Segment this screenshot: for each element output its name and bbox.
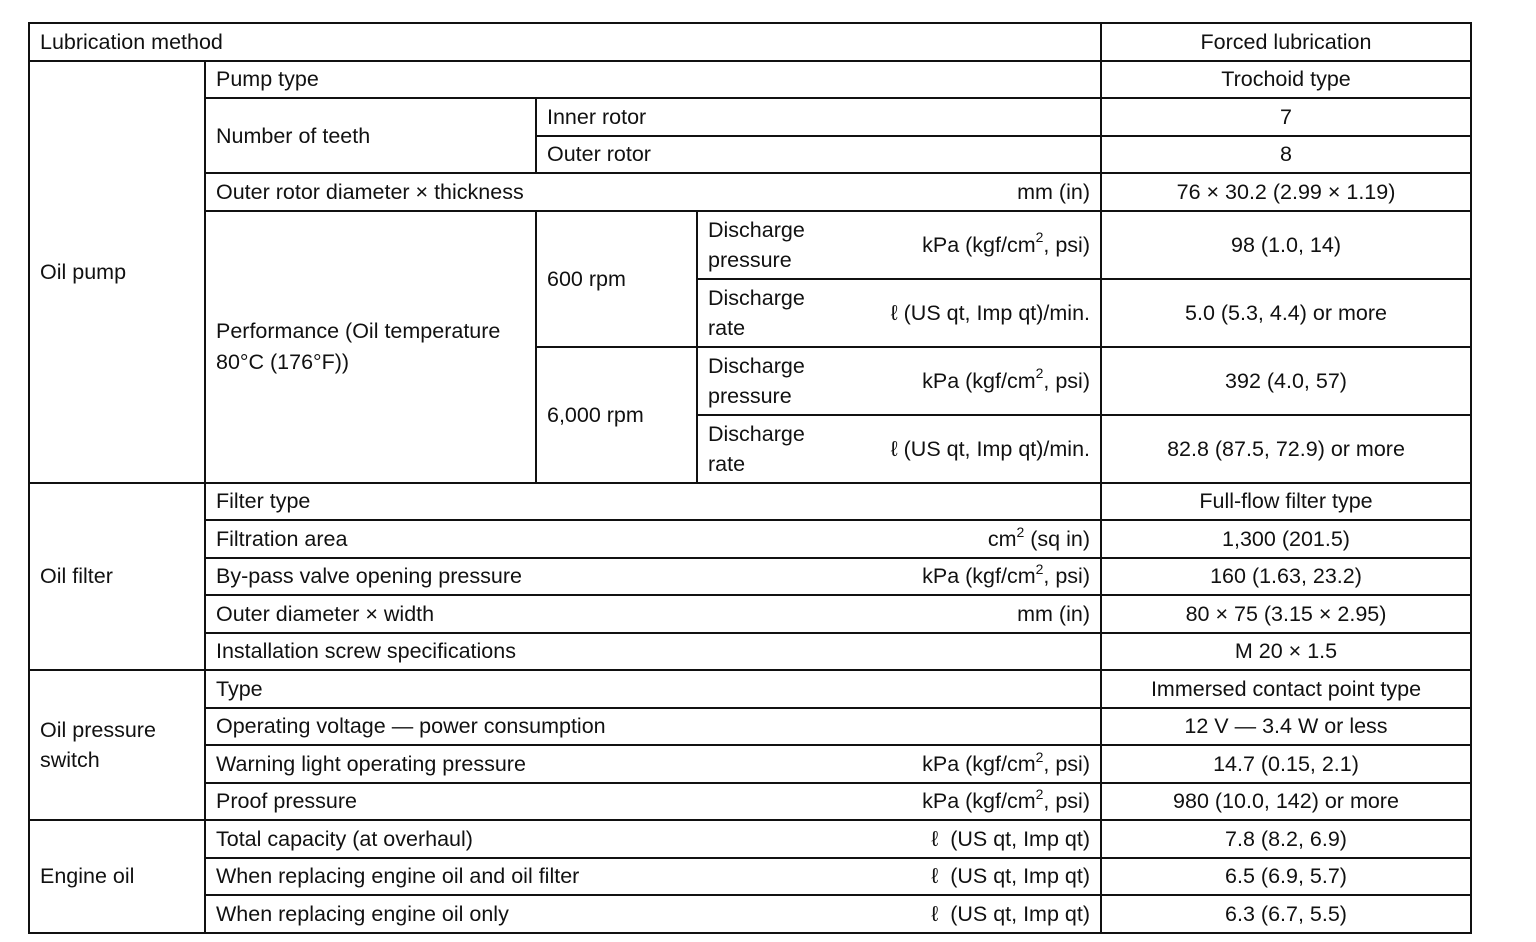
rpm-6000-label: 6,000 rpm bbox=[536, 347, 697, 483]
filter-type-value: Full-flow filter type bbox=[1101, 483, 1471, 521]
discharge-rate-600-label: Discharge rate bbox=[708, 285, 805, 340]
table-row bbox=[29, 895, 1471, 933]
table-row bbox=[29, 820, 1471, 858]
discharge-pressure-600-label: Discharge pressure bbox=[708, 217, 805, 272]
oil-only-value: 6.3 (6.7, 5.5) bbox=[1101, 895, 1471, 933]
lubrication-method-value: Forced lubrication bbox=[1101, 23, 1471, 61]
outer-rotor-label: Outer rotor bbox=[536, 136, 1101, 174]
filter-outer-diameter-unit: mm (in) bbox=[1017, 601, 1090, 626]
rpm-600-label: 600 rpm bbox=[536, 211, 697, 347]
discharge-rate-600-unit: ℓ (US qt, Imp qt)/min. bbox=[890, 300, 1090, 325]
warning-light-value: 14.7 (0.15, 2.1) bbox=[1101, 745, 1471, 783]
installation-screw-value: M 20 × 1.5 bbox=[1101, 633, 1471, 671]
oil-only-unit: ℓ (US qt, Imp qt) bbox=[931, 901, 1090, 926]
table-row bbox=[29, 483, 1471, 521]
bypass-valve-label: By-pass valve opening pressure bbox=[216, 564, 522, 589]
proof-pressure-cell bbox=[205, 783, 1101, 821]
discharge-rate-600-cell bbox=[697, 279, 1101, 347]
proof-pressure-label: Proof pressure bbox=[216, 789, 358, 814]
outer-rotor-dimension-value: 76 × 30.2 (2.99 × 1.19) bbox=[1101, 173, 1471, 211]
bypass-valve-value: 160 (1.63, 23.2) bbox=[1101, 558, 1471, 596]
operating-voltage-value: 12 V — 3.4 W or less bbox=[1101, 708, 1471, 746]
filtration-area-unit: $cm^2$ (sq in) bbox=[987, 523, 1090, 551]
table-row bbox=[29, 98, 1471, 136]
filtration-area-cell bbox=[205, 520, 1101, 558]
oil-pump-group-label: Oil pump bbox=[29, 61, 205, 483]
filtration-area-label: Filtration area bbox=[216, 526, 348, 551]
table-row bbox=[29, 633, 1471, 671]
oil-and-filter-label: When replacing engine oil and oil filter bbox=[216, 864, 580, 889]
table-row bbox=[29, 558, 1471, 596]
pump-type-label: Pump type bbox=[205, 61, 1101, 99]
performance-label: Performance (Oil temperature 80°C (176°F)) bbox=[205, 211, 536, 483]
filter-outer-diameter-value: 80 × 75 (3.15 × 2.95) bbox=[1101, 595, 1471, 633]
installation-screw-label: Installation screw specifications bbox=[205, 633, 1101, 671]
oil-only-cell bbox=[205, 895, 1101, 933]
discharge-rate-600-value: 5.0 (5.3, 4.4) or more bbox=[1101, 279, 1471, 347]
inner-rotor-label: Inner rotor bbox=[536, 98, 1101, 136]
lubrication-method-label: Lubrication method bbox=[29, 23, 1101, 61]
total-capacity-value: 7.8 (8.2, 6.9) bbox=[1101, 820, 1471, 858]
table-row bbox=[29, 173, 1471, 211]
discharge-rate-6000-cell bbox=[697, 415, 1101, 483]
oil-and-filter-value: 6.5 (6.9, 5.7) bbox=[1101, 858, 1471, 896]
warning-light-cell bbox=[205, 745, 1101, 783]
table-row bbox=[29, 211, 1471, 279]
table-row bbox=[29, 745, 1471, 783]
discharge-pressure-600-cell bbox=[697, 211, 1101, 279]
total-capacity-unit: ℓ (US qt, Imp qt) bbox=[931, 826, 1090, 851]
number-of-teeth-label: Number of teeth bbox=[205, 98, 536, 173]
filter-outer-diameter-label: Outer diameter × width bbox=[216, 601, 435, 626]
warning-light-label: Warning light operating pressure bbox=[216, 751, 526, 776]
bypass-valve-unit: kPa ($kgf/cm^2$, psi) bbox=[922, 561, 1090, 589]
discharge-rate-6000-value: 82.8 (87.5, 72.9) or more bbox=[1101, 415, 1471, 483]
filter-type-label: Filter type bbox=[205, 483, 1101, 521]
table-row bbox=[29, 61, 1471, 99]
switch-type-value: Immersed contact point type bbox=[1101, 670, 1471, 708]
outer-rotor-dimension-unit: mm (in) bbox=[1017, 179, 1090, 204]
table-row bbox=[29, 23, 1471, 61]
table-row bbox=[29, 670, 1471, 708]
discharge-pressure-600-value: 98 (1.0, 14) bbox=[1101, 211, 1471, 279]
filter-outer-diameter-cell bbox=[205, 595, 1101, 633]
discharge-pressure-600-unit: kPa ($kgf/cm^2$, psi) bbox=[922, 229, 1090, 257]
table-row bbox=[29, 595, 1471, 633]
filtration-area-value: 1,300 (201.5) bbox=[1101, 520, 1471, 558]
table-row bbox=[29, 783, 1471, 821]
lubrication-spec-table bbox=[28, 22, 1472, 934]
proof-pressure-unit: kPa ($kgf/cm^2$, psi) bbox=[922, 786, 1090, 814]
total-capacity-cell bbox=[205, 820, 1101, 858]
total-capacity-label: Total capacity (at overhaul) bbox=[216, 826, 473, 851]
discharge-pressure-6000-label: Discharge pressure bbox=[708, 353, 805, 408]
operating-voltage-label: Operating voltage — power consumption bbox=[205, 708, 1101, 746]
outer-rotor-dimension-cell bbox=[205, 173, 1101, 211]
oil-only-label: When replacing engine oil only bbox=[216, 901, 509, 926]
proof-pressure-value: 980 (10.0, 142) or more bbox=[1101, 783, 1471, 821]
outer-rotor-dimension-label: Outer rotor diameter × thickness bbox=[216, 179, 524, 204]
oil-pressure-switch-group-label: Oil pressure switch bbox=[29, 670, 205, 820]
engine-oil-group-label: Engine oil bbox=[29, 820, 205, 933]
oil-and-filter-unit: ℓ (US qt, Imp qt) bbox=[931, 864, 1090, 889]
discharge-rate-6000-label: Discharge rate bbox=[708, 421, 805, 476]
discharge-rate-6000-unit: ℓ (US qt, Imp qt)/min. bbox=[890, 436, 1090, 461]
pump-type-value: Trochoid type bbox=[1101, 61, 1471, 99]
discharge-pressure-6000-unit: kPa ($kgf/cm^2$, psi) bbox=[922, 365, 1090, 393]
table-row bbox=[29, 858, 1471, 896]
inner-rotor-value: 7 bbox=[1101, 98, 1471, 136]
discharge-pressure-6000-value: 392 (4.0, 57) bbox=[1101, 347, 1471, 415]
table-row bbox=[29, 520, 1471, 558]
bypass-valve-cell bbox=[205, 558, 1101, 596]
discharge-pressure-6000-cell bbox=[697, 347, 1101, 415]
switch-type-label: Type bbox=[205, 670, 1101, 708]
oil-filter-group-label: Oil filter bbox=[29, 483, 205, 671]
table-row bbox=[29, 708, 1471, 746]
oil-and-filter-cell bbox=[205, 858, 1101, 896]
warning-light-unit: kPa ($kgf/cm^2$, psi) bbox=[922, 748, 1090, 776]
outer-rotor-value: 8 bbox=[1101, 136, 1471, 174]
